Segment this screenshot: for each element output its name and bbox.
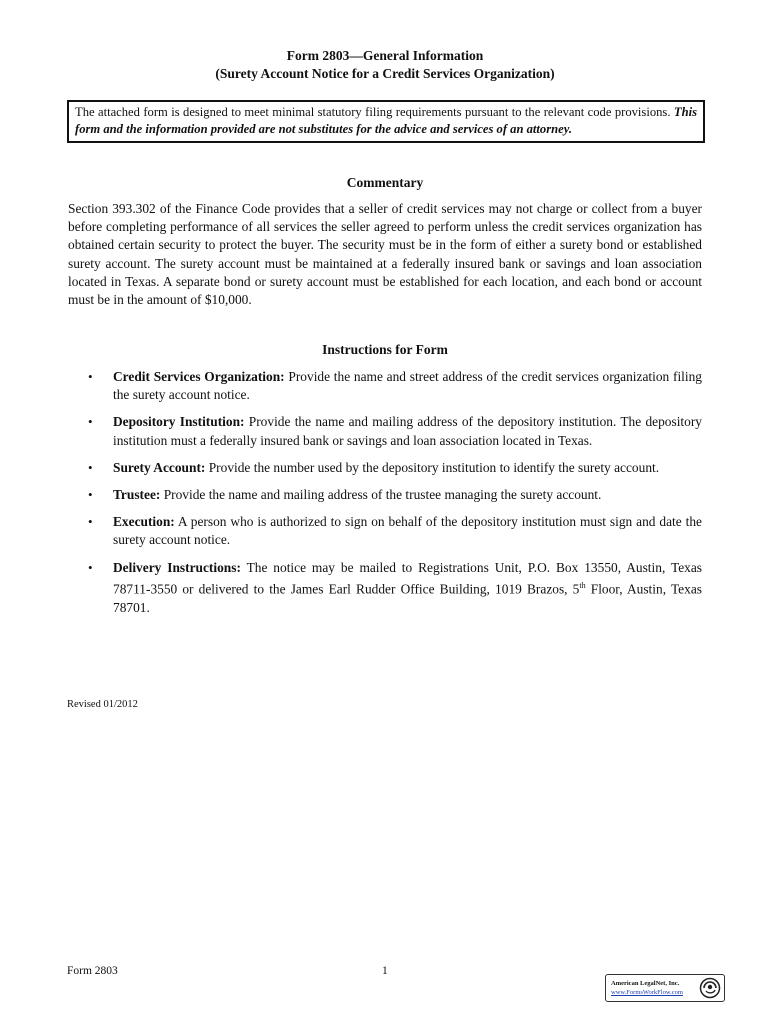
- disclaimer-emphasis: This form and the information provided are not substitutes for the advice and services of an attorney.: [75, 105, 697, 136]
- item-text: Provide the name and mailing address of the trustee managing the surety account.: [160, 487, 602, 503]
- bullet-icon: •: [88, 369, 93, 384]
- disclaimer-text: The attached form is designed to meet minimal statutory filing requirements pursuant to the relevant code provisions.: [75, 105, 674, 119]
- bullet-icon: •: [88, 414, 93, 430]
- item-text: Provide the number used by the depository institution to identify the surety account.: [205, 459, 660, 475]
- list-item: [68, 413, 702, 449]
- item-text-tail: Floor, Austin, Texas 78701.: [113, 581, 702, 615]
- bullet-icon: •: [88, 514, 93, 530]
- instructions-list: [68, 368, 702, 626]
- commentary-paragraph: Section 393.302 of the Finance Code provides that a seller of credit services may not charge or collect from a buyer before completing performance of all services the seller agreed to perform unless the credit services organization has obtained certain security to protect the buyer. The security must be in the form of either a surety bond or established surety account. The surety account must be maintained at a federally insured bank or savings and loan association located in Texas. A separate bond or surety account must be established for each location, and each bond or account must be in the amount of $10,000.: [68, 201, 702, 308]
- list-item: [68, 513, 702, 549]
- footer-form-label: Form 2803: [67, 965, 118, 977]
- publisher-badge[interactable]: [605, 974, 725, 1002]
- form-subtitle: (Surety Account Notice for a Credit Services Organization): [215, 66, 555, 81]
- instructions-heading: Instructions for Form: [322, 342, 448, 357]
- list-item: [68, 559, 702, 617]
- item-text: The notice may be mailed to Registrations Unit, P.O. Box 13550, Austin, Texas 78711-3550 or delivered to the James Earl Rudder Office Building, 1019 Brazos, 5: [113, 559, 702, 597]
- bullet-icon: •: [88, 559, 93, 575]
- commentary-heading: Commentary: [346, 175, 424, 190]
- bullet-icon: •: [88, 487, 93, 503]
- list-item: [68, 486, 702, 504]
- item-term: Surety Account:: [113, 459, 206, 475]
- item-text: A person who is authorized to sign on behalf of the depository institution must sign and date the surety account notice.: [113, 514, 702, 548]
- item-text: Provide the name and mailing address of the depository institution. The depository institution must a federally insured bank or savings and loan association located in Texas.: [113, 414, 702, 448]
- bullet-icon: •: [88, 459, 93, 475]
- item-term: Depository Institution:: [113, 414, 245, 430]
- item-term: Credit Services Organization:: [113, 369, 285, 384]
- item-term: Execution:: [113, 514, 175, 530]
- item-text: Provide the name and street address of the credit services organization filing the surety account notice.: [113, 369, 702, 403]
- revision-date: Revised 01/2012: [67, 699, 138, 710]
- page-number: 1: [382, 965, 388, 977]
- publisher-logo-icon: [699, 977, 721, 999]
- ordinal-suffix: th: [579, 580, 586, 590]
- form-title: Form 2803—General Information: [286, 48, 484, 63]
- list-item: [68, 368, 702, 404]
- list-item: [68, 459, 702, 477]
- item-term: Delivery Instructions:: [113, 559, 241, 575]
- publisher-link[interactable]: www.FormsWorkFlow.com: [611, 989, 683, 996]
- item-term: Trustee:: [113, 487, 161, 503]
- publisher-name: American LegalNet, Inc.: [611, 980, 680, 987]
- disclaimer-box: [67, 100, 705, 143]
